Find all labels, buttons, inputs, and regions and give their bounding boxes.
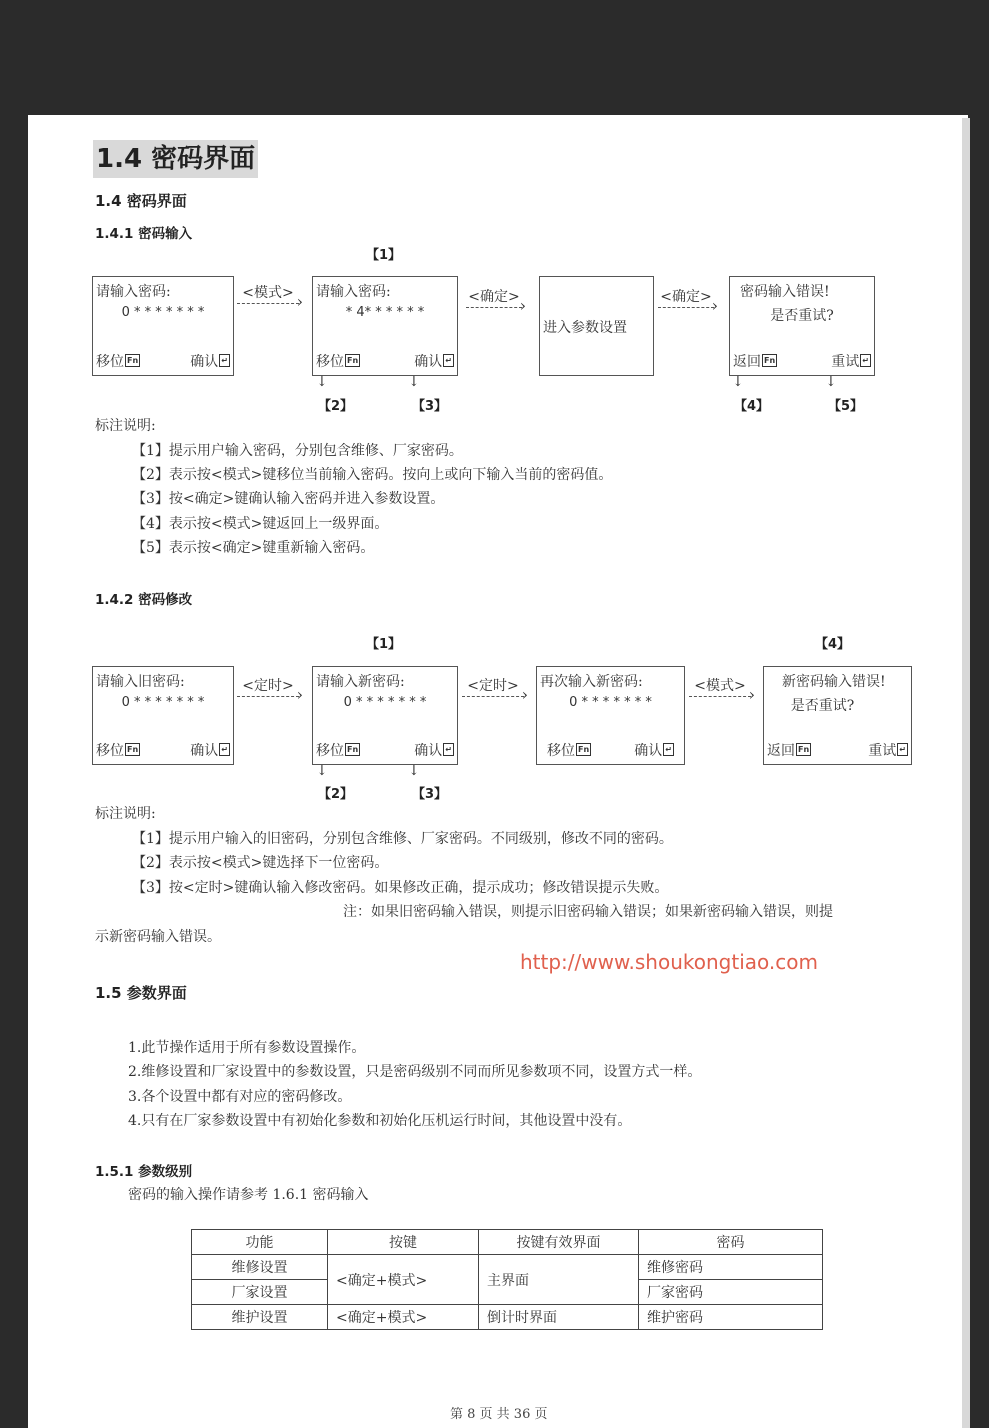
screen-new-password-error — [763, 666, 912, 765]
enter-key-icon: ↵ — [899, 745, 906, 754]
screen-password-error — [729, 276, 875, 376]
table-cell: 主界面 — [479, 1255, 639, 1305]
confirm-label: 确认 ↵ — [190, 743, 228, 759]
screen-old-password — [92, 666, 234, 765]
screen-repeat-new-password — [536, 666, 685, 765]
table-cell: 厂家密码 — [639, 1280, 823, 1305]
marker-2: 【2】 — [318, 399, 354, 414]
page-footer: 第 8 页 共 36 页 — [450, 1407, 548, 1422]
note-extra: 注：如果旧密码输入错误，则提示旧密码输入错误；如果新密码输入错误，则提 — [343, 904, 833, 920]
list-item: 1.此节操作适用于所有参数设置操作。 — [128, 1040, 366, 1056]
section-text: 密码的输入操作请参考 1.6.1 密码输入 — [128, 1187, 369, 1203]
fn-key-icon: Fn — [578, 745, 590, 754]
back-label: 返回 Fn — [767, 743, 810, 759]
screen-line: 请输入新密码: — [316, 674, 405, 690]
password-digits: * 4* * * * * * — [345, 305, 425, 320]
screen-line: 是否重试? — [790, 698, 855, 714]
note-item: 【4】表示按<模式>键返回上一级界面。 — [132, 516, 389, 532]
note-item: 【1】提示用户输入的旧密码，分别包含维修、厂家密码。不同级别，修改不同的密码。 — [132, 831, 673, 847]
section-1-4-title: 1.4 密码界面 — [95, 192, 187, 210]
note-item: 【2】表示按<模式>键选择下一位密码。 — [132, 855, 389, 871]
screen-line: 密码输入错误! — [740, 284, 830, 300]
page-edge — [962, 118, 970, 1428]
screen-enter-password-shift — [312, 276, 458, 376]
down-arrow-icon: ↓ — [825, 374, 837, 390]
table-cell: 维修设置 — [192, 1255, 328, 1280]
table-row — [192, 1255, 823, 1280]
arrow-mode: <模式> › — [689, 675, 751, 697]
page-heading: 1.4 密码界面 — [93, 140, 258, 178]
screen-line: 请输入旧密码: — [96, 674, 185, 690]
arrow-timer: <定时> › — [462, 675, 524, 697]
section-1-4-1-title: 1.4.1 密码输入 — [95, 226, 193, 242]
marker-2: 【2】 — [318, 787, 354, 802]
enter-key-icon: ↵ — [862, 356, 869, 365]
table-row — [192, 1305, 823, 1330]
table-header-row — [192, 1230, 823, 1255]
marker-3: 【3】 — [412, 787, 448, 802]
section-1-5-title: 1.5 参数界面 — [95, 984, 187, 1002]
note-item: 【5】表示按<确定>键重新输入密码。 — [132, 540, 375, 556]
marker-1: 【1】 — [366, 637, 402, 652]
list-item: 4.只有在厂家参数设置中有初始化参数和初始化压机运行时间，其他设置中没有。 — [128, 1113, 632, 1129]
table-header: 密码 — [639, 1230, 823, 1255]
screen-line: 再次输入新密码: — [540, 674, 643, 690]
screen-new-password — [312, 666, 458, 765]
password-digits: 0 * * * * * * * — [569, 695, 652, 710]
retry-label: 重试 ↵ — [868, 743, 906, 759]
screen-line: 进入参数设置 — [543, 320, 627, 336]
screen-line: 请输入密码: — [96, 284, 171, 300]
notes-label: 标注说明: — [95, 418, 156, 434]
confirm-label: 确认 ↵ — [190, 354, 228, 370]
section-1-5-1-title: 1.5.1 参数级别 — [95, 1164, 193, 1180]
list-item: 3.各个设置中都有对应的密码修改。 — [128, 1089, 352, 1105]
table-cell: 维护设置 — [192, 1305, 328, 1330]
down-arrow-icon: ↓ — [408, 374, 420, 390]
note-item: 【3】按<定时>键确认输入修改密码。如果修改正确，提示成功；修改错误提示失败。 — [132, 880, 669, 896]
shift-label: 移位 Fn — [96, 354, 139, 370]
down-arrow-icon: ↓ — [408, 763, 420, 779]
watermark: http://www.shoukongtiao.com — [520, 950, 818, 974]
fn-key-icon: Fn — [127, 356, 139, 365]
screen-enter-settings — [539, 276, 654, 376]
table-header: 按键 — [328, 1230, 479, 1255]
marker-4: 【4】 — [815, 637, 851, 652]
shift-label: 移位 Fn — [547, 743, 590, 759]
arrow-timer: <定时> › — [237, 675, 299, 697]
screen-line: 是否重试? — [770, 308, 834, 324]
list-item: 2.维修设置和厂家设置中的参数设置，只是密码级别不同而所见参数项不同，设置方式一样。 — [128, 1064, 702, 1080]
note-item: 【3】按<确定>键确认输入密码并进入参数设置。 — [132, 491, 445, 507]
password-digits: 0 * * * * * * * — [343, 695, 427, 710]
fn-key-icon: Fn — [798, 745, 810, 754]
table-cell: <确定+模式> — [328, 1305, 479, 1330]
down-arrow-icon: ↓ — [316, 374, 328, 390]
shift-label: 移位 Fn — [316, 354, 359, 370]
down-arrow-icon: ↓ — [316, 763, 328, 779]
back-label: 返回 Fn — [733, 354, 776, 370]
table-header: 按键有效界面 — [479, 1230, 639, 1255]
table-cell: 厂家设置 — [192, 1280, 328, 1305]
table-cell: 维修密码 — [639, 1255, 823, 1280]
marker-3: 【3】 — [412, 399, 448, 414]
shift-label: 移位 Fn — [96, 743, 139, 759]
screen-enter-password — [92, 276, 234, 376]
note-item: 【2】表示按<模式>键移位当前输入密码。按向上或向下输入当前的密码值。 — [132, 467, 613, 483]
enter-key-icon: ↵ — [665, 745, 672, 754]
confirm-label: 确认 ↵ — [414, 354, 452, 370]
arrow-confirm: <确定> › — [466, 286, 522, 308]
enter-key-icon: ↵ — [445, 356, 452, 365]
arrow-confirm: <确定> › — [658, 286, 714, 308]
password-digits: 0 * * * * * * * — [121, 695, 205, 710]
arrow-mode: <模式> › — [237, 282, 299, 304]
table-header: 功能 — [192, 1230, 328, 1255]
fn-key-icon: Fn — [347, 356, 359, 365]
table-cell: 维护密码 — [639, 1305, 823, 1330]
notes-label: 标注说明: — [95, 806, 156, 822]
table-cell: <确定+模式> — [328, 1255, 479, 1305]
note-extra: 示新密码输入错误。 — [95, 929, 221, 945]
retry-label: 重试 ↵ — [831, 354, 869, 370]
screen-line: 新密码输入错误! — [782, 674, 886, 690]
section-1-4-2-title: 1.4.2 密码修改 — [95, 592, 193, 608]
marker-5: 【5】 — [828, 399, 864, 414]
enter-key-icon: ↵ — [221, 356, 228, 365]
shift-label: 移位 Fn — [316, 743, 359, 759]
fn-key-icon: Fn — [347, 745, 359, 754]
confirm-label: 确认 ↵ — [414, 743, 452, 759]
screen-line: 请输入密码: — [316, 284, 391, 300]
note-item: 【1】提示用户输入密码，分别包含维修、厂家密码。 — [132, 443, 463, 459]
enter-key-icon: ↵ — [221, 745, 228, 754]
enter-key-icon: ↵ — [445, 745, 452, 754]
password-digits: 0 * * * * * * * — [121, 305, 205, 320]
down-arrow-icon: ↓ — [732, 374, 744, 390]
fn-key-icon: Fn — [127, 745, 139, 754]
parameter-level-table — [191, 1229, 823, 1330]
confirm-label: 确认 ↵ — [634, 743, 672, 759]
marker-1: 【1】 — [366, 248, 402, 263]
marker-4: 【4】 — [734, 399, 770, 414]
table-cell: 倒计时界面 — [479, 1305, 639, 1330]
fn-key-icon: Fn — [764, 356, 776, 365]
